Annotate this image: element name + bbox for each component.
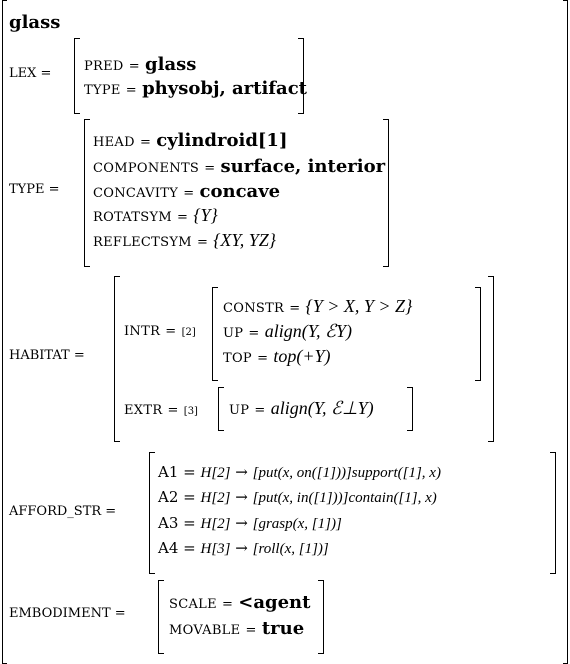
type-bracket-right bbox=[383, 119, 389, 267]
constr-row: CONSTR = {Y > X, Y > Z} bbox=[223, 296, 413, 316]
intr-tag: [2] bbox=[181, 327, 196, 338]
lex-type-value: physobj, artifact bbox=[142, 78, 307, 99]
afford-label-text: AFFORD_STR bbox=[9, 504, 102, 519]
type-components-row: COMPONENTS = surface, interior bbox=[93, 156, 386, 177]
reflectsym-value: {XY, YZ} bbox=[213, 230, 277, 250]
intr-bracket-left bbox=[212, 287, 218, 381]
extr-up-value: align(Y, ℰ⊥Y) bbox=[270, 398, 374, 418]
top-label: TOP bbox=[223, 351, 252, 366]
afford-item: A4 = H[3] → [roll(x, [1])] bbox=[158, 539, 329, 557]
afford-label: AFFORD_STR = bbox=[9, 504, 117, 519]
movable-row: MOVABLE = true bbox=[169, 618, 305, 639]
afford-item-name: A1 bbox=[158, 463, 179, 481]
top-row: TOP = top(+Y) bbox=[223, 346, 331, 366]
afford-item-name: A3 bbox=[158, 514, 179, 532]
head-label: HEAD bbox=[93, 135, 135, 150]
lex-pred-row: PRED = glass bbox=[84, 54, 197, 75]
type-label-text: TYPE bbox=[9, 182, 45, 197]
habitat-label: HABITAT = bbox=[9, 348, 85, 363]
outer-bracket-left bbox=[2, 0, 7, 664]
pred-label: PRED bbox=[84, 59, 124, 74]
habitat-bracket-right bbox=[488, 276, 494, 442]
lex-label-text: LEX bbox=[9, 66, 37, 81]
up-row: UP = align(Y, ℰY) bbox=[223, 321, 352, 341]
constr-label: CONSTR bbox=[223, 301, 285, 316]
scale-row: SCALE = <agent bbox=[169, 592, 311, 613]
habitat-label-text: HABITAT bbox=[9, 348, 70, 363]
lex-bracket-left bbox=[74, 38, 80, 114]
afford-item: A3 = H[2] → [grasp(x, [1])] bbox=[158, 514, 342, 532]
extr-bracket-left bbox=[218, 387, 224, 431]
top-value: top(+Y) bbox=[273, 346, 331, 366]
components-label: COMPONENTS bbox=[93, 161, 200, 176]
extr-up-label: UP bbox=[229, 403, 250, 418]
afford-item-cond: H[2] bbox=[200, 490, 231, 506]
afford-item-action: [put(x, in([1]))]contain([1], x) bbox=[252, 490, 437, 506]
type-rotatsym-row: ROTATSYM = {Y} bbox=[93, 205, 218, 225]
afford-item-name: A2 bbox=[158, 488, 179, 506]
afford-item-action: [roll(x, [1])] bbox=[252, 541, 329, 557]
lex-bracket-right bbox=[298, 38, 304, 114]
up-value: align(Y, ℰY) bbox=[264, 321, 352, 341]
concavity-label: CONCAVITY bbox=[93, 186, 179, 201]
scale-value: <agent bbox=[238, 592, 311, 613]
type-concavity-row: CONCAVITY = concave bbox=[93, 181, 281, 202]
afford-item: A1 = H[2] → [put(x, on([1]))]support([1], x) bbox=[158, 463, 441, 481]
up-label: UP bbox=[223, 326, 244, 341]
type-label: TYPE = bbox=[9, 182, 60, 197]
entity-title: glass bbox=[9, 12, 61, 33]
afford-item-name: A4 bbox=[158, 539, 179, 557]
afford-item-cond: H[2] bbox=[200, 516, 231, 532]
type-reflectsym-row: REFLECTSYM = {XY, YZ} bbox=[93, 230, 277, 250]
type-bracket-left bbox=[84, 119, 90, 267]
extr-row-label: EXTR = [3] bbox=[124, 403, 198, 418]
rotatsym-value: {Y} bbox=[193, 205, 218, 225]
afford-item-cond: H[2] bbox=[200, 465, 231, 481]
movable-label: MOVABLE bbox=[169, 623, 241, 638]
pred-value: glass bbox=[145, 54, 197, 75]
afford-item-action: [grasp(x, [1])] bbox=[252, 516, 342, 532]
afford-item-cond: H[3] bbox=[200, 541, 231, 557]
embodiment-label: EMBODIMENT = bbox=[9, 606, 126, 621]
afford-item-action: [put(x, on([1]))]support([1], x) bbox=[252, 465, 441, 481]
afford-item: A2 = H[2] → [put(x, in([1]))]contain([1], x) bbox=[158, 488, 437, 506]
extr-bracket-right bbox=[407, 387, 413, 431]
extr-tag: [3] bbox=[183, 406, 198, 417]
lex-label: LEX = bbox=[9, 66, 52, 81]
type-head-row: HEAD = cylindroid[1] bbox=[93, 130, 288, 151]
outer-bracket-right bbox=[563, 0, 568, 664]
embodiment-bracket-right bbox=[318, 580, 324, 654]
intr-label: INTR bbox=[124, 324, 161, 339]
afford-bracket-left bbox=[149, 452, 155, 574]
reflectsym-label: REFLECTSYM bbox=[93, 235, 192, 250]
habitat-bracket-left bbox=[114, 276, 120, 442]
constr-value: {Y > X, Y > Z} bbox=[305, 296, 413, 316]
intr-bracket-right bbox=[475, 287, 481, 381]
movable-value: true bbox=[261, 618, 305, 639]
rotatsym-label: ROTATSYM bbox=[93, 210, 172, 225]
components-value: surface, interior bbox=[220, 156, 386, 177]
extr-label: EXTR bbox=[124, 403, 163, 418]
afford-bracket-right bbox=[550, 452, 556, 574]
embodiment-label-text: EMBODIMENT bbox=[9, 606, 111, 621]
lex-type-row: TYPE = physobj, artifact bbox=[84, 78, 307, 99]
embodiment-bracket-left bbox=[158, 580, 164, 654]
scale-label: SCALE bbox=[169, 597, 217, 612]
intr-row-label: INTR = [2] bbox=[124, 324, 196, 339]
lex-type-label: TYPE bbox=[84, 83, 121, 98]
extr-up-row: UP = align(Y, ℰ⊥Y) bbox=[229, 398, 374, 418]
concavity-value: concave bbox=[199, 181, 281, 202]
head-value: cylindroid[1] bbox=[156, 130, 288, 151]
